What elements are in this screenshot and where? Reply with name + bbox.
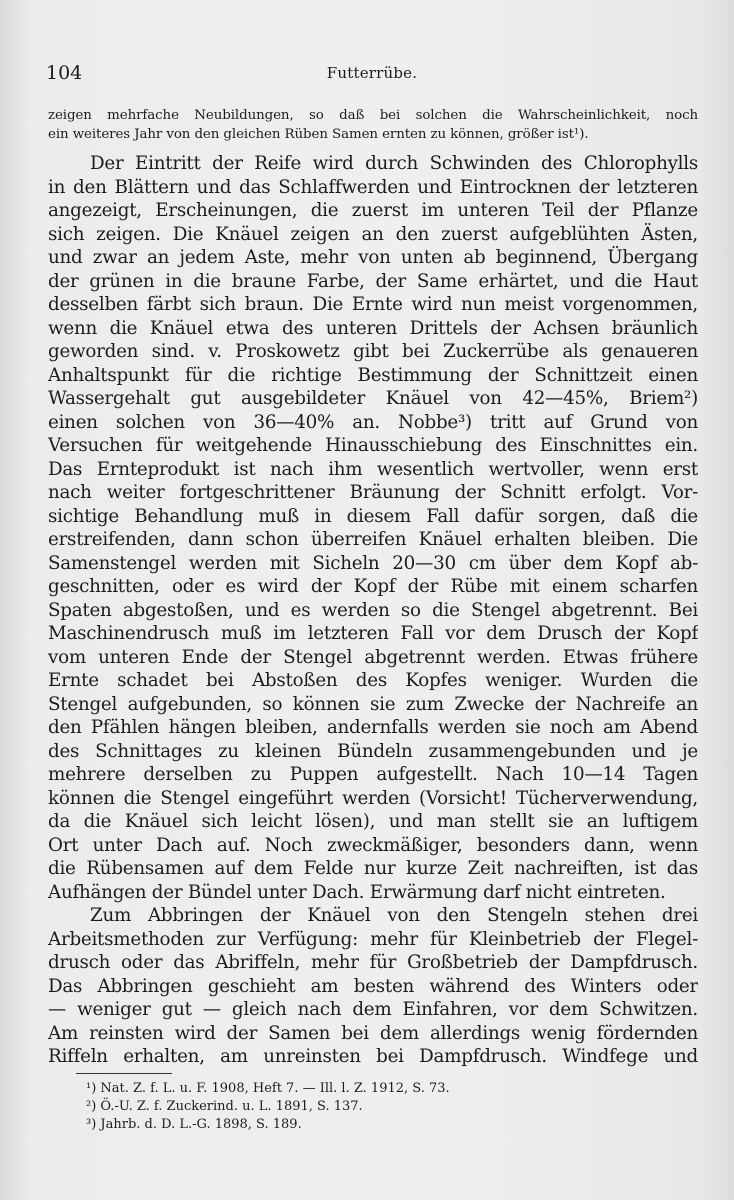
text-line: desselben färbt sich braun. Die Ernte wird nun meist vorgenommen, — [48, 294, 698, 315]
text-line: Ort unter Dach auf. Noch zweckmäßiger, besonders dann, wenn — [48, 834, 698, 856]
text-line: in den Blättern und das Schlaffwerden und Eintrocknen der letzteren — [48, 176, 698, 198]
page-number: 104 — [46, 62, 83, 84]
page-header — [46, 62, 698, 86]
text-line: den Pfählen hängen bleiben, andernfalls werden sie noch am Abend — [48, 717, 698, 738]
text-line: Versuchen für weitgehende Hinausschiebung des Einschnittes ein. — [48, 435, 698, 456]
text-line: erstreifenden, dann schon überreifen Knäuel erhalten bleiben. Die — [48, 529, 698, 550]
footnote-2: ²) Ö.-U. Z. f. Zuckerind. u. L. 1891, S. 137. — [86, 1099, 363, 1114]
text-line: sichtige Behandlung muß in diesem Fall dafür sorgen, daß die — [48, 505, 698, 527]
text-line: Aufhängen der Bündel unter Dach. Erwärmung darf nicht eintreten. — [48, 881, 666, 903]
paragraph-1 — [48, 152, 698, 904]
footnote-3: ³) Jahrb. d. D. L.-G. 1898, S. 189. — [86, 1117, 302, 1132]
text-line: der grünen in die braune Farbe, der Same erhärtet, und die Haut — [48, 270, 698, 292]
footnote-divider — [76, 1073, 172, 1074]
running-title: Futterrübe. — [326, 64, 418, 82]
body-text — [48, 152, 698, 1069]
text-line: Wassergehalt gut ausgebildeter Knäuel von 42—45%, Briem²) — [48, 388, 698, 409]
text-line: Spaten abgestoßen, und es werden so die Stengel abgetrennt. Bei — [48, 599, 698, 621]
text-line: Anhaltspunkt für die richtige Bestimmung der Schnittzeit einen — [48, 364, 698, 386]
text-line: Stengel aufgebunden, so können sie zum Zwecke der Nachreife an — [48, 693, 698, 715]
text-line: Der Eintritt der Reife wird durch Schwinden des Chlorophylls — [90, 153, 698, 174]
text-line: Maschinendrusch muß im letzteren Fall vor dem Drusch der Kopf — [48, 623, 698, 644]
intro-text — [48, 106, 698, 144]
text-line: Zum Abbringen der Knäuel von den Stengeln stehen drei — [90, 905, 698, 926]
text-line: und zwar an jedem Aste, mehr von unten ab beginnend, Übergang — [48, 247, 698, 268]
text-line: zeigen mehrfache Neubildungen, so daß bei solchen die Wahrscheinlichkeit, noch — [48, 108, 698, 123]
paragraph-2 — [48, 904, 698, 1069]
text-line: angezeigt, Erscheinungen, die zuerst im unteren Teil der Pflanze — [48, 200, 698, 221]
text-line: Das Abbringen geschieht am besten während des Winters oder — [48, 975, 698, 997]
text-line: Das Ernteprodukt ist nach ihm wesentlich wertvoller, wenn erst — [48, 458, 698, 480]
text-line: — weniger gut — gleich nach dem Einfahren, vor dem Schwitzen. — [48, 999, 698, 1020]
text-line: ein weiteres Jahr von den gleichen Rüben Samen ernten zu können, größer ist¹). — [48, 127, 589, 142]
text-line: Riffeln erhalten, am unreinsten bei Dampfdrusch. Windfege und — [48, 1046, 698, 1067]
text-line: Ernte schadet bei Abstoßen des Kopfes weniger. Wurden die — [48, 670, 698, 691]
text-line: geworden sind. v. Proskowetz gibt bei Zuckerrübe als genaueren — [48, 341, 698, 362]
text-line: können die Stengel eingeführt werden (Vorsicht! Tücherverwendung, — [48, 787, 698, 809]
text-line: Am reinsten wird der Samen bei dem allerdings wenig fördernden — [48, 1022, 698, 1044]
text-line: Arbeitsmethoden zur Verfügung: mehr für Kleinbetrieb der Flegel- — [48, 928, 698, 950]
text-line: Samenstengel werden mit Sicheln 20—30 cm über dem Kopf ab- — [48, 552, 698, 574]
text-line: einen solchen von 36—40% an. Nobbe³) tritt auf Grund von — [48, 411, 698, 433]
text-line: da die Knäuel sich leicht lösen), und man stellt sie an luftigem — [48, 811, 698, 832]
footnotes — [86, 1080, 646, 1134]
text-line: mehrere derselben zu Puppen aufgestellt. Nach 10—14 Tagen — [48, 764, 698, 785]
text-line: geschnitten, oder es wird der Kopf der Rübe mit einem scharfen — [48, 576, 698, 597]
text-line: wenn die Knäuel etwa des unteren Drittels der Achsen bräunlich — [48, 317, 698, 339]
footnote-1: ¹) Nat. Z. f. L. u. F. 1908, Heft 7. — Ill. l. Z. 1912, S. 73. — [86, 1081, 450, 1096]
text-line: sich zeigen. Die Knäuel zeigen an den zuerst aufgeblühten Ästen, — [48, 223, 698, 245]
text-line: die Rübensamen auf dem Felde nur kurze Zeit nachreiften, ist das — [48, 858, 698, 879]
text-line: vom unteren Ende der Stengel abgetrennt werden. Etwas frühere — [48, 646, 698, 668]
text-line: nach weiter fortgeschrittener Bräunung der Schnitt erfolgt. Vor- — [48, 482, 698, 503]
text-line: drusch oder das Abriffeln, mehr für Großbetrieb der Dampfdrusch. — [48, 952, 698, 973]
text-line: des Schnittages zu kleinen Bündeln zusammengebunden und je — [48, 740, 698, 762]
